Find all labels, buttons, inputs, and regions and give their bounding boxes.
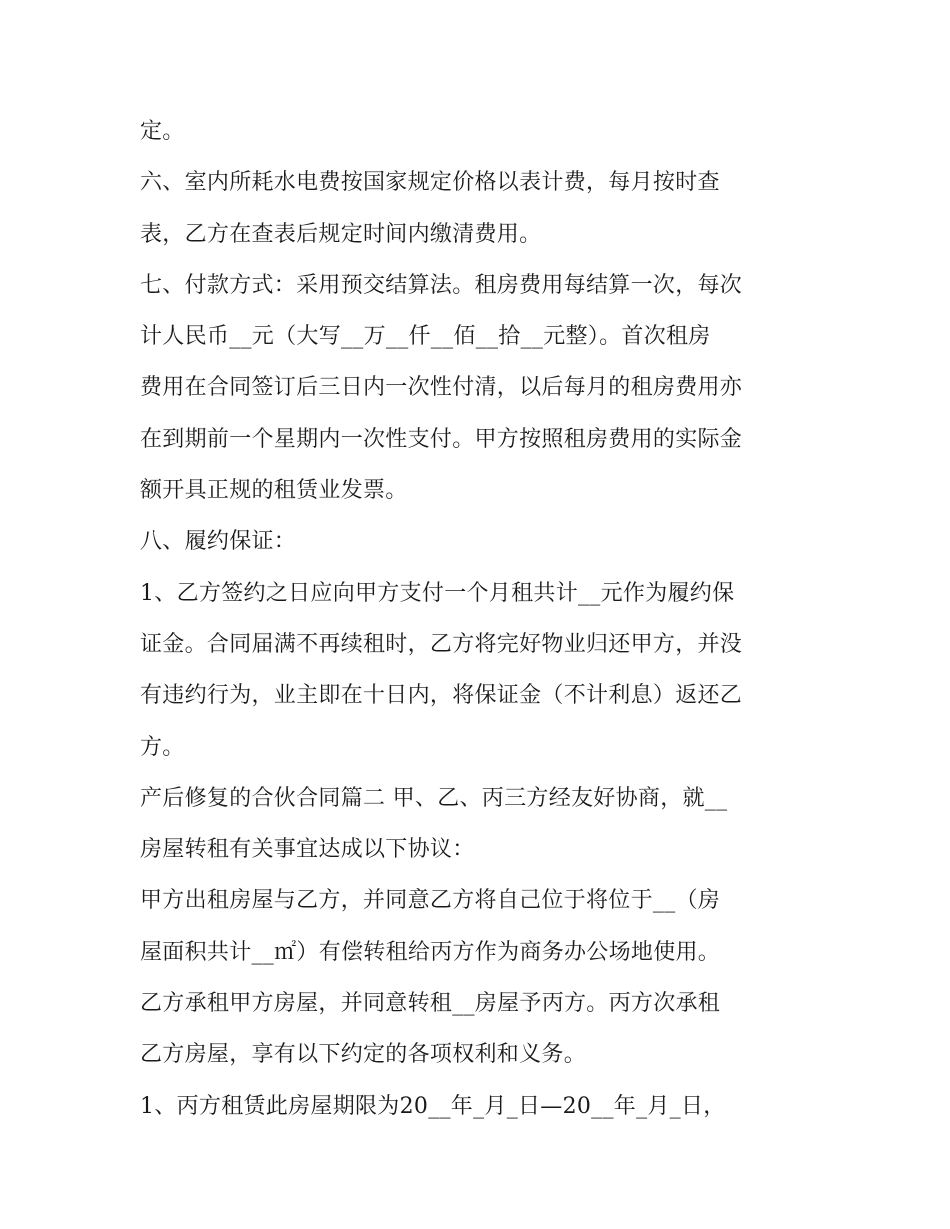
text-line: 1、乙方签约之日应向甲方支付一个月租共计__元作为履约保 [140, 580, 735, 606]
text-line: 甲方出租房屋与乙方，并同意乙方将自己位于将位于__（房 [140, 888, 721, 914]
text-line: 证金。合同届满不再续租时，乙方将完好物业归还甲方，并没 [140, 631, 743, 657]
text-line: 费用在合同签订后三日内一次性付清，以后每月的租房费用亦 [140, 375, 743, 401]
text-line: 乙方承租甲方房屋，并同意转租__房屋予丙方。丙方次承租 [140, 991, 721, 1017]
text-line: 产后修复的合伙合同篇二 甲、乙、丙三方经友好协商，就__ [140, 785, 728, 811]
text-line: 计人民币__元（大写__万__仟__佰__拾__元整）。首次租房 [140, 324, 711, 350]
document-body [140, 106, 820, 1132]
text-line: 房屋转租有关事宜达成以下协议： [140, 837, 475, 863]
text-line: 表，乙方在查表后规定时间内缴清费用。 [140, 221, 542, 247]
text-line: 额开具正规的租赁业发票。 [140, 478, 408, 504]
text-line: 方。 [140, 734, 185, 760]
text-line: 屋面积共计__㎡）有偿转租给丙方作为商务办公场地使用。 [140, 939, 721, 965]
text-line: 八、履约保证： [140, 529, 297, 555]
text-line: 定。 [140, 119, 185, 144]
text-line: 有违约行为，业主即在十日内，将保证金（不计利息）返还乙 [140, 683, 743, 709]
text-line: 七、付款方式：采用预交结算法。租房费用每结算一次，每次 [140, 272, 743, 298]
text-line: 在到期前一个星期内一次性支付。甲方按照租房费用的实际金 [140, 426, 743, 452]
text-line: 六、室内所耗水电费按国家规定价格以表计费，每月按时查 [140, 170, 720, 196]
text-line: 乙方房屋，享有以下约定的各项权利和义务。 [140, 1042, 587, 1068]
text-line: 1、丙方租赁此房屋期限为20__年_月_日—20__年_月_日， [140, 1093, 726, 1119]
